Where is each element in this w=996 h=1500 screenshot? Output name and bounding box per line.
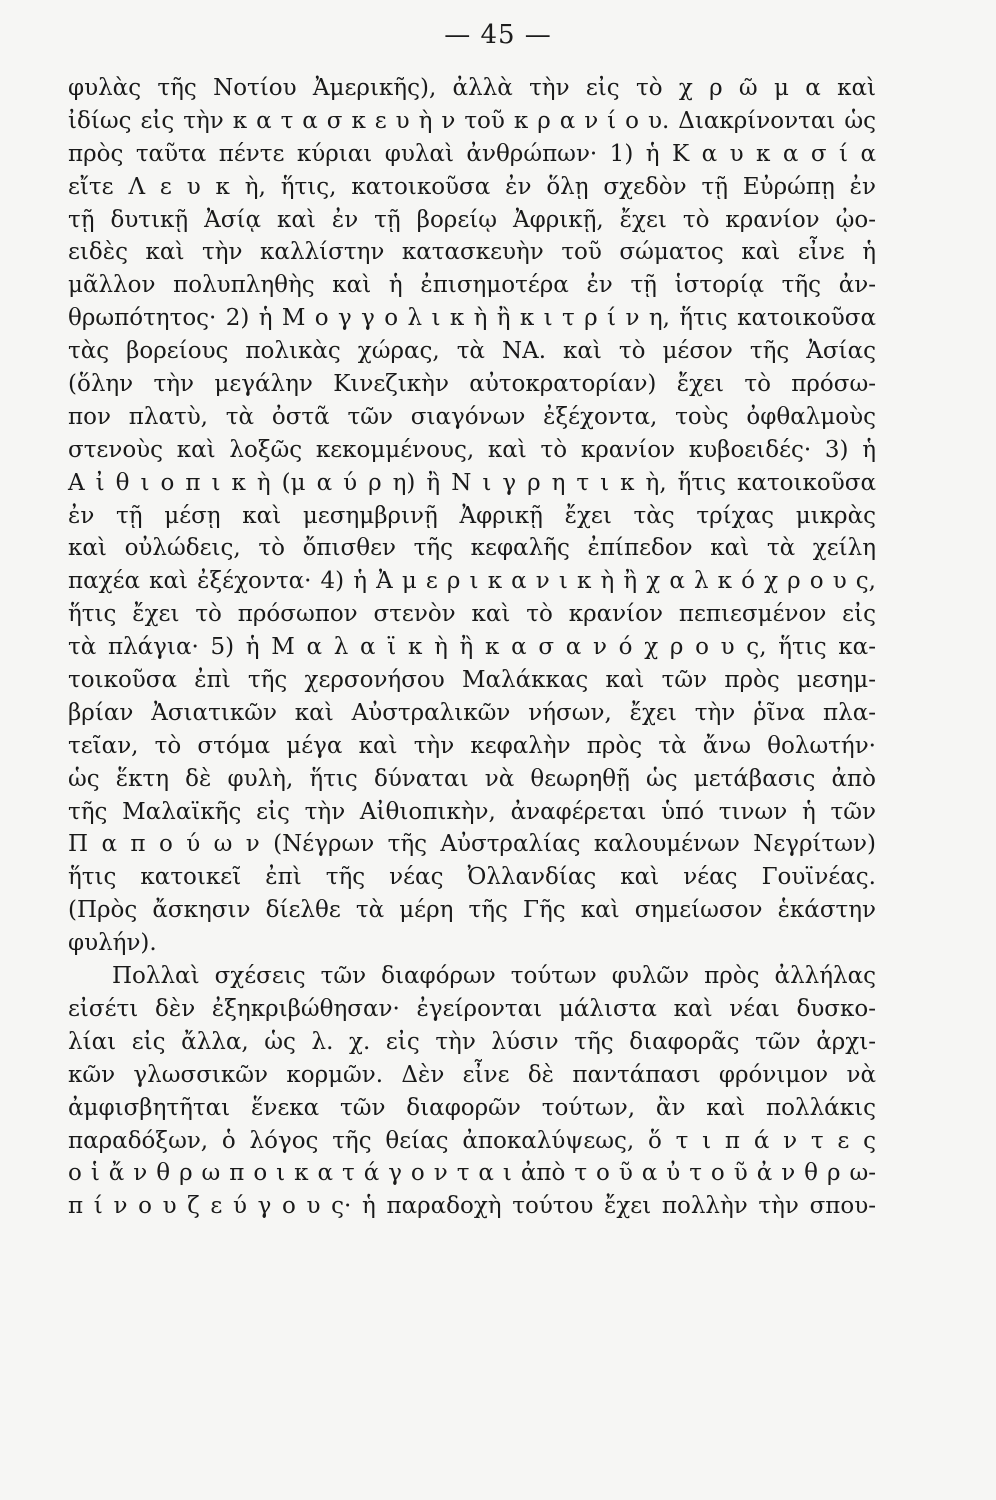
- text-line: πρὸς ταῦτα πέντε κύριαι φυλαὶ ἀνθρώπων· 1) ἡ Κ α υ κ α σ ί α: [68, 140, 876, 167]
- text-line: φυλήν).: [68, 930, 157, 957]
- text-line: λίαι εἰς ἄλλα, ὡς λ. χ. εἰς τὴν λύσιν τῆς διαφορᾶς τῶν ἀρχι-: [68, 1028, 876, 1055]
- text-line: εἴτε Λ ε υ κ ὴ, ἥτις, κατοικοῦσα ἐν ὅλῃ σχεδὸν τῇ Εὐρώπῃ ἐν: [68, 173, 876, 200]
- text-line: στενοὺς καὶ λοξῶς κεκομμένους, καὶ τὸ κρανίον κυβοειδές· 3) ἡ: [68, 436, 876, 463]
- text-line: ἰδίως εἰς τὴν κ α τ α σ κ ε υ ὴ ν τοῦ κ ρ α ν ί ο υ. Διακρίνονται ὡς: [68, 107, 876, 134]
- text-line: ἥτις ἔχει τὸ πρόσωπον στενὸν καὶ τὸ κρανίον πεπιεσμένον εἰς: [68, 601, 876, 628]
- text-line: θρωπότητος· 2) ἡ Μ ο γ γ ο λ ι κ ὴ ἢ κ ι τ ρ ί ν η, ἥτις κατοικοῦσα: [68, 305, 876, 332]
- text-line: Π α π ο ύ ω ν (Νέγρων τῆς Αὐστραλίας καλουμένων Νεγρίτων): [68, 831, 876, 858]
- text-line: παχέα καὶ ἐξέχοντα· 4) ἡ Ἀ μ ε ρ ι κ α ν ι κ ὴ ἢ χ α λ κ ό χ ρ ο υ ς,: [68, 568, 876, 595]
- page-body: [68, 72, 876, 1223]
- text-line: μᾶλλον πολυπληθὴς καὶ ἡ ἐπισημοτέρα ἐν τῇ ἱστορίᾳ τῆς ἀν-: [68, 272, 876, 299]
- page-number: — 45 —: [444, 20, 552, 50]
- text-line: τοικοῦσα ἐπὶ τῆς χερσονήσου Μαλάκκας καὶ τῶν πρὸς μεσημ-: [68, 667, 876, 694]
- text-line: (ὅλην τὴν μεγάλην Κινεζικὴν αὐτοκρατορίαν) ἔχει τὸ πρόσω-: [68, 371, 876, 398]
- paragraph-2: [68, 960, 876, 1223]
- text-line: τὰς βορείους πολικὰς χώρας, τὰ ΝΑ. καὶ τὸ μέσον τῆς Ἀσίας: [68, 338, 876, 365]
- text-line: παραδόξων, ὁ λόγος τῆς θείας ἀποκαλύψεως, ὅ τ ι π ά ν τ ε ς: [68, 1127, 876, 1154]
- text-line: τεῖαν, τὸ στόμα μέγα καὶ τὴν κεφαλὴν πρὸς τὰ ἄνω θολωτήν·: [68, 732, 876, 759]
- text-line: ἥτις κατοικεῖ ἐπὶ τῆς νέας Ὀλλανδίας καὶ νέας Γουϊνέας.: [68, 864, 876, 891]
- text-line: βρίαν Ἀσιατικῶν καὶ Αὐστραλικῶν νήσων, ἔχει τὴν ῥῖνα πλα-: [68, 699, 876, 726]
- text-line: ἐν τῇ μέσῃ καὶ μεσημβρινῇ Ἀφρικῇ ἔχει τὰς τρίχας μικρὰς: [68, 502, 876, 529]
- text-line: ἀμφισβητῆται ἕνεκα τῶν διαφορῶν τούτων, ἂν καὶ πολλάκις: [68, 1094, 876, 1121]
- paragraph-1: [68, 72, 876, 960]
- text-line: Πολλαὶ σχέσεις τῶν διαφόρων τούτων φυλῶν πρὸς ἀλλήλας: [112, 963, 876, 990]
- text-line: Α ἰ θ ι ο π ι κ ὴ (μ α ύ ρ η) ἢ Ν ι γ ρ η τ ι κ ὴ, ἥτις κατοικοῦσα: [68, 469, 876, 496]
- text-line: π ί ν ο υ ζ ε ύ γ ο υ ς· ἡ παραδοχὴ τούτου ἔχει πολλὴν τὴν σπου-: [68, 1193, 876, 1220]
- text-line: ειδὲς καὶ τὴν καλλίστην κατασκευὴν τοῦ σώματος καὶ εἶνε ἡ: [68, 239, 876, 266]
- text-line: (Πρὸς ἄσκησιν δίελθε τὰ μέρη τῆς Γῆς καὶ σημείωσον ἑκάστην: [68, 897, 876, 924]
- text-line: πον πλατὺ, τὰ ὀστᾶ τῶν σιαγόνων ἐξέχοντα, τοὺς ὀφθαλμοὺς: [68, 403, 876, 430]
- text-line: ο ἱ ἄ ν θ ρ ω π ο ι κ α τ ά γ ο ν τ α ι ἀπὸ τ ο ῦ α ὐ τ ο ῦ ἀ ν θ ρ ω-: [68, 1160, 876, 1187]
- text-line: ὡς ἕκτη δὲ φυλὴ, ἥτις δύναται νὰ θεωρηθῇ ὡς μετάβασις ἀπὸ: [68, 765, 876, 792]
- text-line: κῶν γλωσσικῶν κορμῶν. Δὲν εἶνε δὲ παντάπασι φρόνιμον νὰ: [68, 1061, 876, 1088]
- text-line: τῇ δυτικῇ Ἀσίᾳ καὶ ἐν τῇ βορείῳ Ἀφρικῇ, ἔχει τὸ κρανίον ᾠο-: [68, 206, 876, 233]
- text-line: εἰσέτι δὲν ἐξηκριβώθησαν· ἐγείρονται μάλιστα καὶ νέαι δυσκο-: [68, 995, 876, 1022]
- text-line: τὰ πλάγια· 5) ἡ Μ α λ α ϊ κ ὴ ἢ κ α σ α ν ό χ ρ ο υ ς, ἥτις κα-: [68, 634, 876, 661]
- text-line: τῆς Μαλαϊκῆς εἰς τὴν Αἰθιοπικὴν, ἀναφέρεται ὑπό τινων ἡ τῶν: [68, 798, 876, 825]
- text-line: φυλὰς τῆς Νοτίου Ἀμερικῆς), ἀλλὰ τὴν εἰς τὸ χ ρ ῶ μ α καὶ: [68, 75, 876, 101]
- text-line: καὶ οὐλώδεις, τὸ ὄπισθεν τῆς κεφαλῆς ἐπίπεδον καὶ τὰ χείλη: [68, 535, 876, 562]
